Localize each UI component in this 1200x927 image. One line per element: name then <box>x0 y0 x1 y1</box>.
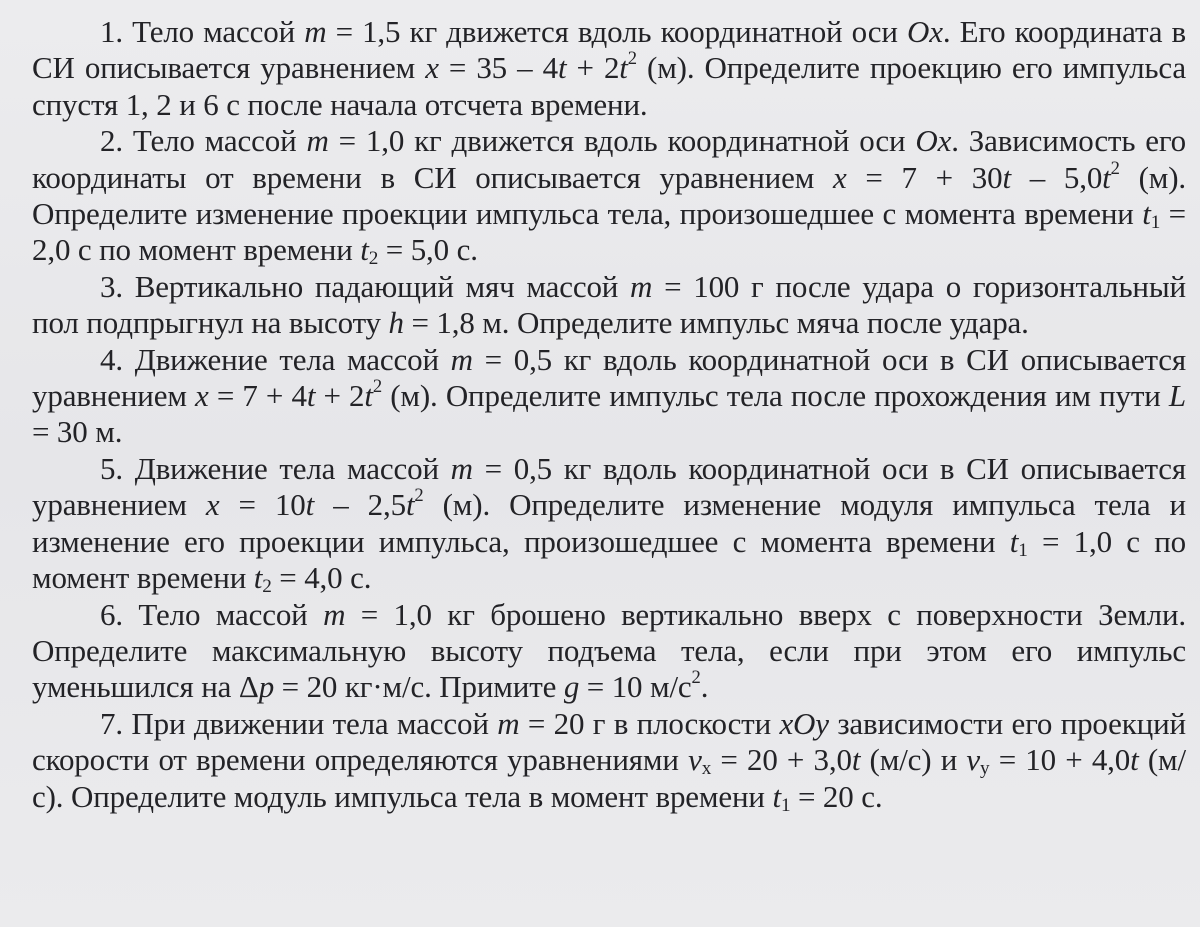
problem-6: 6. Тело массой m = 1,0 кг брошено вертикально вверх с поверхности Земли. Определите максимальную высоту подъема тела, если при этом его импульс уменьшился на Δp = 20 кг·м/с. Примите g = 10 $м/с^2$. <box>32 596 1186 705</box>
problem-number: 1. <box>100 14 123 49</box>
problem-4: 4. Движение тела массой m = 0,5 кг вдоль координатной оси в СИ описывается уравнением $x = 7 + 4t + 2t^2$ (м). Определите импульс тела после прохождения им пути L = 30 м. <box>32 341 1186 450</box>
problem-number: 4. <box>100 341 123 377</box>
problem-7: 7. При движении тела массой m = 20 г в плоскости xOy зависимости его проекций скорости от времени определяются уравнениями $v_x = 20 + 3,0t$ (м/с) и $v_y = 10 + 4,0t$ (м/с). Определите модуль импульса тела в момент времени $t_1 = 20$ с. <box>32 705 1186 816</box>
problem-3: 3. Вертикально падающий мяч массой m = 100 г после удара о горизонтальный пол подпрыгнул на высоту h = 1,8 м. Определите импульс мяча после удара. <box>32 268 1186 341</box>
problem-number: 5. <box>100 450 123 486</box>
problem-5: 5. Движение тела массой m = 0,5 кг вдоль координатной оси в СИ описывается уравнением $x = 10t - 2,5t^2$ (м). Определите изменение модуля импульса тела и изменение его проекции импульса, произошедшее с момента времени $t_1 = 1,0$ с по момент времени $t_2 = 4,0$ с. <box>32 450 1186 598</box>
problem-number: 7. <box>100 705 123 741</box>
problem-number: 6. <box>100 596 123 632</box>
problem-2: 2. Тело массой m = 1,0 кг движется вдоль координатной оси Ox. Зависимость его координаты от времени в СИ описывается уравнением $x = 7 + 30t - 5,0t^2$ (м). Определите изменение проекции импульса тела, произошедшее с момента времени $t_1 = 2,0$ с по момент времени $t_2 = 5,0$ с. <box>32 123 1187 270</box>
problem-number: 3. <box>100 268 123 304</box>
problem-1: 1. Тело массой m = 1,5 кг движется вдоль координатной оси Ox. Его координата в СИ описывается уравнением $x = 35 - 4t + 2t^2$ (м). Определите проекцию его импульса спустя 1, 2 и 6 с после начала отсчета времени. <box>32 14 1186 122</box>
problem-number: 2. <box>100 123 123 159</box>
